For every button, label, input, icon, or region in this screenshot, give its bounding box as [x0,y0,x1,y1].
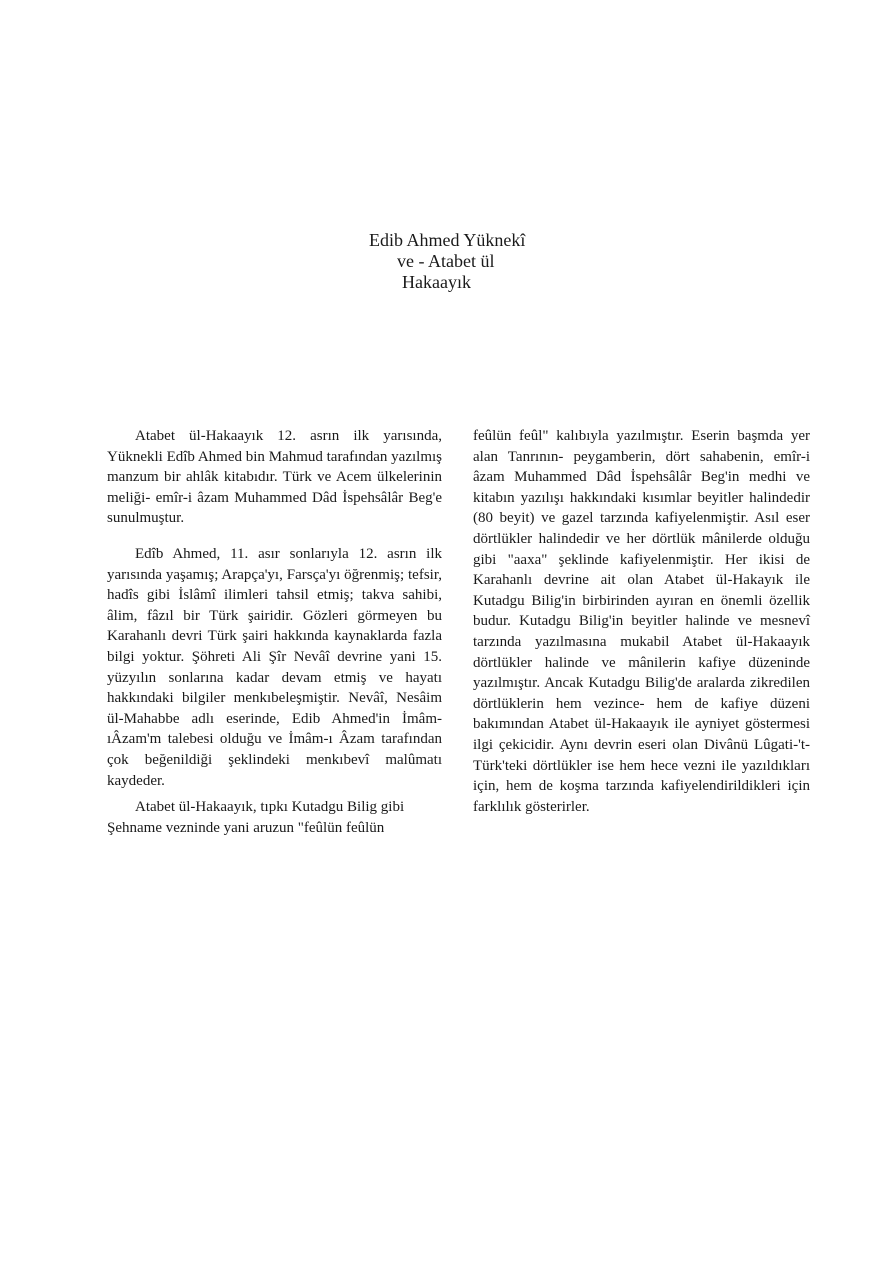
title-line-2: ve - Atabet ül [397,251,495,271]
title-line-1: Edib Ahmed Yüknekî [369,230,526,250]
right-column [473,426,810,817]
left-column [107,426,442,838]
title-line-3: Hakaayık [402,272,471,292]
paragraph-structure: feûlün feûl" kalıbıyla yazılmıştır. Eserin başmda yer alan Tanrının- peygamberin, dört sahabenin, emîr-i âzam Muhammed Dâd İspehsâlâr Beg'in medhi ve kitabın yazılışı hakkındaki kısımlar beyitler halindedir (80 beyit) ve gazel tarzında kafiyelenmiştir. Asıl eser dörtlükler halindedir ve her dörtlük mânilerde olduğu gibi "aaxa" şeklinde kafiyelenmiştir. Her ikisi de Karahanlı devrine ait olan Atabet ül-Hakayık ile Kutadgu Bilig'in birbirinden ayıran en önemli özellik budur. Kutadgu Bilig'in beyitler halinde ve mesnevî tarzında yazılmasına mukabil Atabet ül-Hakaayık dörtlükler halinde ve mânilerin kafiye düzeninde yazılmıştır. Ancak Kutadgu Bilig'de aralarda zikredilen dörtlüklerin hem vezince- hem de kafiye düzeni bakımından Atabet ül-Hakaayık ile ayniyet göstermesi ilgi çekicidir. Aynı devrin eseri olan Divânü Lûgati-'t-Türk'teki dörtlükler ise hem hece vezni ile yazıldıkları için, hem de koşma tarzında kafiyelendirildikleri için farklılık gösterirler. [473,428,810,815]
paragraph-meter: Atabet ül-Hakaayık, tıpkı Kutadgu Bilig gibi Şehname vezninde yani aruzun "feûlün feûlün [107,799,405,836]
paragraph-author-bio: Edîb Ahmed, 11. asır sonlarıyla 12. asrın ilk yarısında yaşamış; Arapça'yı, Farsça'yı öğrenmiş; tefsir, hadîs gibi İslâmî ilimleri tahsil etmiş; takva sahibi, âlim, fâzıl bir Türk şairidir. Gözleri görmeyen bu Karahanlı devri Türk şairi hakkında kaynaklarda fazla bilgi yoktur. Şöhreti Ali Şîr Nevâî devrine yani 15. yüzyılın sonlarına kadar devam etmiş ve hayatı hakkındaki bilgiler menkıbeleşmiştir. Nevâî, Nesâim ül-Mahabbe adlı eserinde, Edib Ahmed'in İmâm-ıÂzam'm talebesi olduğu ve İmâm-ı Âzam tarafından çok beğenildiği şeklindeki menkıbevî malûmatı kaydeder. [107,545,442,789]
paragraph-intro: Atabet ül-Hakaayık 12. asrın ilk yarısında, Yüknekli Edîb Ahmed bin Mahmud tarafından yazılmış manzum bir ahlâk kitabıdır. Türk ve Acem ülkelerinin meliği- emîr-i âzam Muhammed Dâd İspehsâlâr Beg'e sunulmuştur. [107,428,442,527]
